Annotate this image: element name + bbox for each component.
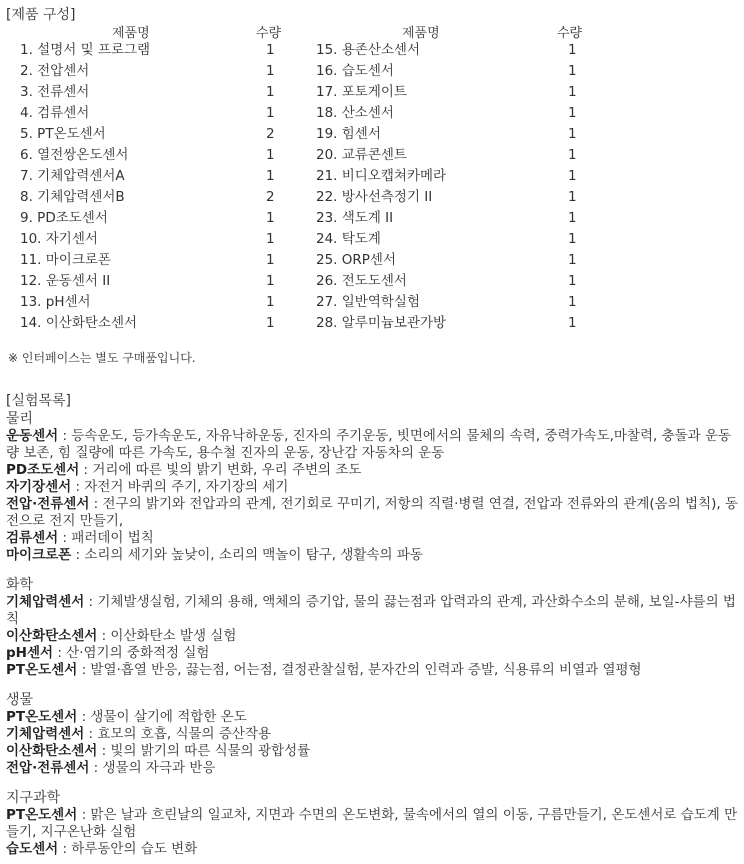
product-qty: 1	[568, 273, 577, 289]
sensor-name: 마이크로폰	[6, 547, 72, 563]
product-name: 18. 산소센서	[316, 105, 394, 121]
sensor-name: PT온도센서	[6, 709, 78, 725]
product-row	[20, 292, 286, 313]
sensor-name: PT온도센서	[6, 662, 78, 678]
experiment-item	[6, 760, 742, 777]
product-row	[20, 103, 286, 124]
product-name: 23. 색도계 II	[316, 210, 394, 226]
product-name: 20. 교류콘센트	[316, 147, 407, 163]
experiment-item	[6, 743, 742, 760]
product-row	[316, 124, 588, 145]
experiment-description: : 빛의 밝기의 따른 식물의 광합성률	[97, 743, 311, 759]
experiment-description: : 자전거 바퀴의 주기, 자기장의 세기	[71, 479, 289, 495]
experiment-description: : 맑은 날과 흐린날의 일교차, 지면과 수면의 온도변화, 물속에서의 열의 이동, 구름만들기, 온도센서로 습도계 만들기, 지구온난화 실험	[6, 807, 738, 840]
product-name: 27. 일반역학실험	[316, 294, 421, 310]
product-qty: 1	[568, 84, 577, 100]
experiment-item	[6, 645, 742, 662]
experiment-description: : 소리의 세기와 높낮이, 소리의 맥놀이 탐구, 생활속의 파동	[71, 547, 423, 563]
sensor-name: 이산화탄소센서	[6, 743, 98, 759]
experiments-title: [실험목록]	[6, 393, 72, 409]
sensor-name: 기체압력센서	[6, 726, 85, 742]
category-heading: 화학	[6, 577, 34, 593]
experiment-description: : 생물의 자극과 반응	[89, 760, 216, 776]
product-name: 25. ORP센서	[316, 252, 396, 268]
product-qty: 1	[568, 315, 577, 331]
sensor-name: 운동센서	[6, 428, 59, 444]
section-gap	[6, 564, 742, 576]
sensor-name: 검류센서	[6, 530, 59, 546]
right-qty-header: 수량	[557, 26, 583, 41]
experiment-item	[6, 628, 742, 645]
product-name: 24. 탁도계	[316, 231, 381, 247]
product-row	[316, 271, 588, 292]
sensor-name: pH센서	[6, 645, 54, 661]
product-qty: 1	[568, 105, 577, 121]
product-row	[316, 145, 588, 166]
product-row	[20, 166, 286, 187]
sensor-name: 전압·전류센서	[6, 760, 90, 776]
product-name: 5. PT온도센서	[20, 126, 106, 142]
section-gap	[6, 679, 742, 691]
product-name: 11. 마이크로폰	[20, 252, 111, 268]
category-heading: 물리	[6, 411, 34, 427]
product-row	[316, 208, 588, 229]
product-name: 22. 방사선측정기 II	[316, 189, 433, 205]
product-qty: 2	[266, 189, 275, 205]
product-qty: 1	[266, 252, 275, 268]
product-qty: 1	[568, 147, 577, 163]
experiment-item	[6, 807, 742, 841]
product-row	[20, 313, 286, 334]
product-qty: 1	[568, 168, 577, 184]
experiment-description: : 효모의 호흡, 식물의 증산작용	[84, 726, 272, 742]
product-name: 8. 기체압력센서B	[20, 189, 125, 205]
experiment-item	[6, 496, 742, 530]
product-row	[20, 208, 286, 229]
product-qty: 2	[266, 126, 275, 142]
product-name: 14. 이산화탄소센서	[20, 315, 138, 331]
category-heading: 지구과학	[6, 790, 61, 806]
sensor-name: 습도센서	[6, 841, 59, 857]
experiment-item	[6, 726, 742, 743]
experiment-description: : 패러데이 법칙	[58, 530, 154, 546]
product-row	[20, 40, 286, 61]
experiment-description: : 생물이 살기에 적합한 온도	[77, 709, 247, 725]
product-row	[316, 292, 588, 313]
product-row	[20, 250, 286, 271]
product-row	[316, 229, 588, 250]
product-qty: 1	[568, 189, 577, 205]
product-name: 1. 설명서 및 프로그램	[20, 42, 151, 58]
product-name: 21. 비디오캡쳐카메라	[316, 168, 447, 184]
product-qty: 1	[568, 252, 577, 268]
experiment-description: : 전구의 밝기와 전압과의 관계, 전기회로 꾸미기, 저항의 직렬·병렬 연결, 전압과 전류와의 관계(옴의 법칙), 동전으로 전지 만들기,	[6, 496, 739, 529]
product-row	[316, 82, 588, 103]
product-row	[20, 61, 286, 82]
experiment-description: : 이산화탄소 발생 실험	[97, 628, 237, 644]
product-name: 6. 열전쌍온도센서	[20, 147, 129, 163]
product-qty: 1	[266, 105, 275, 121]
experiment-sections	[6, 410, 742, 858]
sensor-name: 자기장센서	[6, 479, 72, 495]
product-qty: 1	[266, 168, 275, 184]
product-name: 10. 자기센서	[20, 231, 98, 247]
product-name: 26. 전도도센서	[316, 273, 407, 289]
product-row	[20, 229, 286, 250]
right-name-header: 제품명	[402, 26, 440, 41]
product-row	[20, 124, 286, 145]
product-qty: 1	[266, 147, 275, 163]
category-heading: 생물	[6, 692, 34, 708]
experiment-description: : 발열·흡열 반응, 끓는점, 어는점, 결정관찰실험, 분자간의 인력과 증발, 식용류의 비열과 열평형	[77, 662, 642, 678]
product-row	[20, 145, 286, 166]
interface-note: ※ 인터페이스는 별도 구매품입니다.	[8, 351, 196, 365]
product-row	[316, 61, 588, 82]
product-qty: 1	[266, 273, 275, 289]
product-qty: 1	[568, 126, 577, 142]
experiment-item	[6, 594, 742, 628]
product-name: 3. 전류센서	[20, 84, 90, 100]
product-qty: 1	[266, 294, 275, 310]
left-qty-header: 수량	[256, 26, 282, 41]
sensor-name: 전압·전류센서	[6, 496, 90, 512]
experiment-item	[6, 662, 742, 679]
product-name: 4. 검류센서	[20, 105, 90, 121]
experiment-item	[6, 428, 742, 462]
product-qty: 1	[568, 231, 577, 247]
experiment-item	[6, 547, 742, 564]
product-row	[20, 271, 286, 292]
product-row	[316, 250, 588, 271]
sensor-name: PD조도센서	[6, 462, 80, 478]
sensor-name: PT온도센서	[6, 807, 78, 823]
product-row	[316, 40, 588, 61]
experiment-item	[6, 479, 742, 496]
sensor-name: 이산화탄소센서	[6, 628, 98, 644]
product-qty: 1	[266, 42, 275, 58]
product-qty: 1	[568, 42, 577, 58]
product-row	[316, 166, 588, 187]
experiment-description: : 기체발생실험, 기체의 용해, 액체의 증기압, 물의 끓는점과 압력과의 관계, 과산화수소의 분해, 보일-샤를의 법칙	[6, 594, 736, 627]
experiment-description: : 거리에 따른 빛의 밝기 변화, 우리 주변의 조도	[79, 462, 362, 478]
product-qty: 1	[568, 210, 577, 226]
experiment-item	[6, 841, 742, 858]
product-name: 28. 알루미늄보관가방	[316, 315, 447, 331]
product-qty: 1	[266, 84, 275, 100]
product-qty: 1	[266, 63, 275, 79]
product-name: 12. 운동센서 II	[20, 273, 111, 289]
product-row	[316, 187, 588, 208]
product-name: 7. 기체압력센서A	[20, 168, 125, 184]
product-row	[20, 187, 286, 208]
experiment-description: : 등속운도, 등가속운도, 자유낙하운동, 진자의 주기운동, 빗면에서의 물체의 속력, 중력가속도,마찰력, 충돌과 운동량 보존, 힘 질량에 따른 가속도, 용수철 진자의 운동, 장난감 자동차의 운동	[6, 428, 732, 461]
product-name: 2. 전압센서	[20, 63, 90, 79]
product-name: 15. 용존산소센서	[316, 42, 421, 58]
composition-title: [제품 구성]	[6, 7, 76, 23]
left-name-header: 제품명	[112, 26, 150, 41]
experiment-item	[6, 709, 742, 726]
section-gap	[6, 777, 742, 789]
product-row	[316, 313, 588, 334]
product-row	[20, 82, 286, 103]
product-qty: 1	[266, 315, 275, 331]
product-qty: 1	[568, 63, 577, 79]
product-name: 19. 힘센서	[316, 126, 381, 142]
product-row	[316, 103, 588, 124]
product-name: 9. PD조도센서	[20, 210, 108, 226]
product-name: 13. pH센서	[20, 294, 91, 310]
product-qty: 1	[266, 231, 275, 247]
product-name: 17. 포토게이트	[316, 84, 407, 100]
experiment-description: : 산·염기의 중화적정 실험	[53, 645, 210, 661]
sensor-name: 기체압력센서	[6, 594, 85, 610]
experiment-item	[6, 530, 742, 547]
product-qty: 1	[266, 210, 275, 226]
product-name: 16. 습도센서	[316, 63, 394, 79]
product-qty: 1	[568, 294, 577, 310]
experiment-description: : 하루동안의 습도 변화	[58, 841, 198, 857]
experiment-item	[6, 462, 742, 479]
experiment-list	[6, 392, 742, 858]
